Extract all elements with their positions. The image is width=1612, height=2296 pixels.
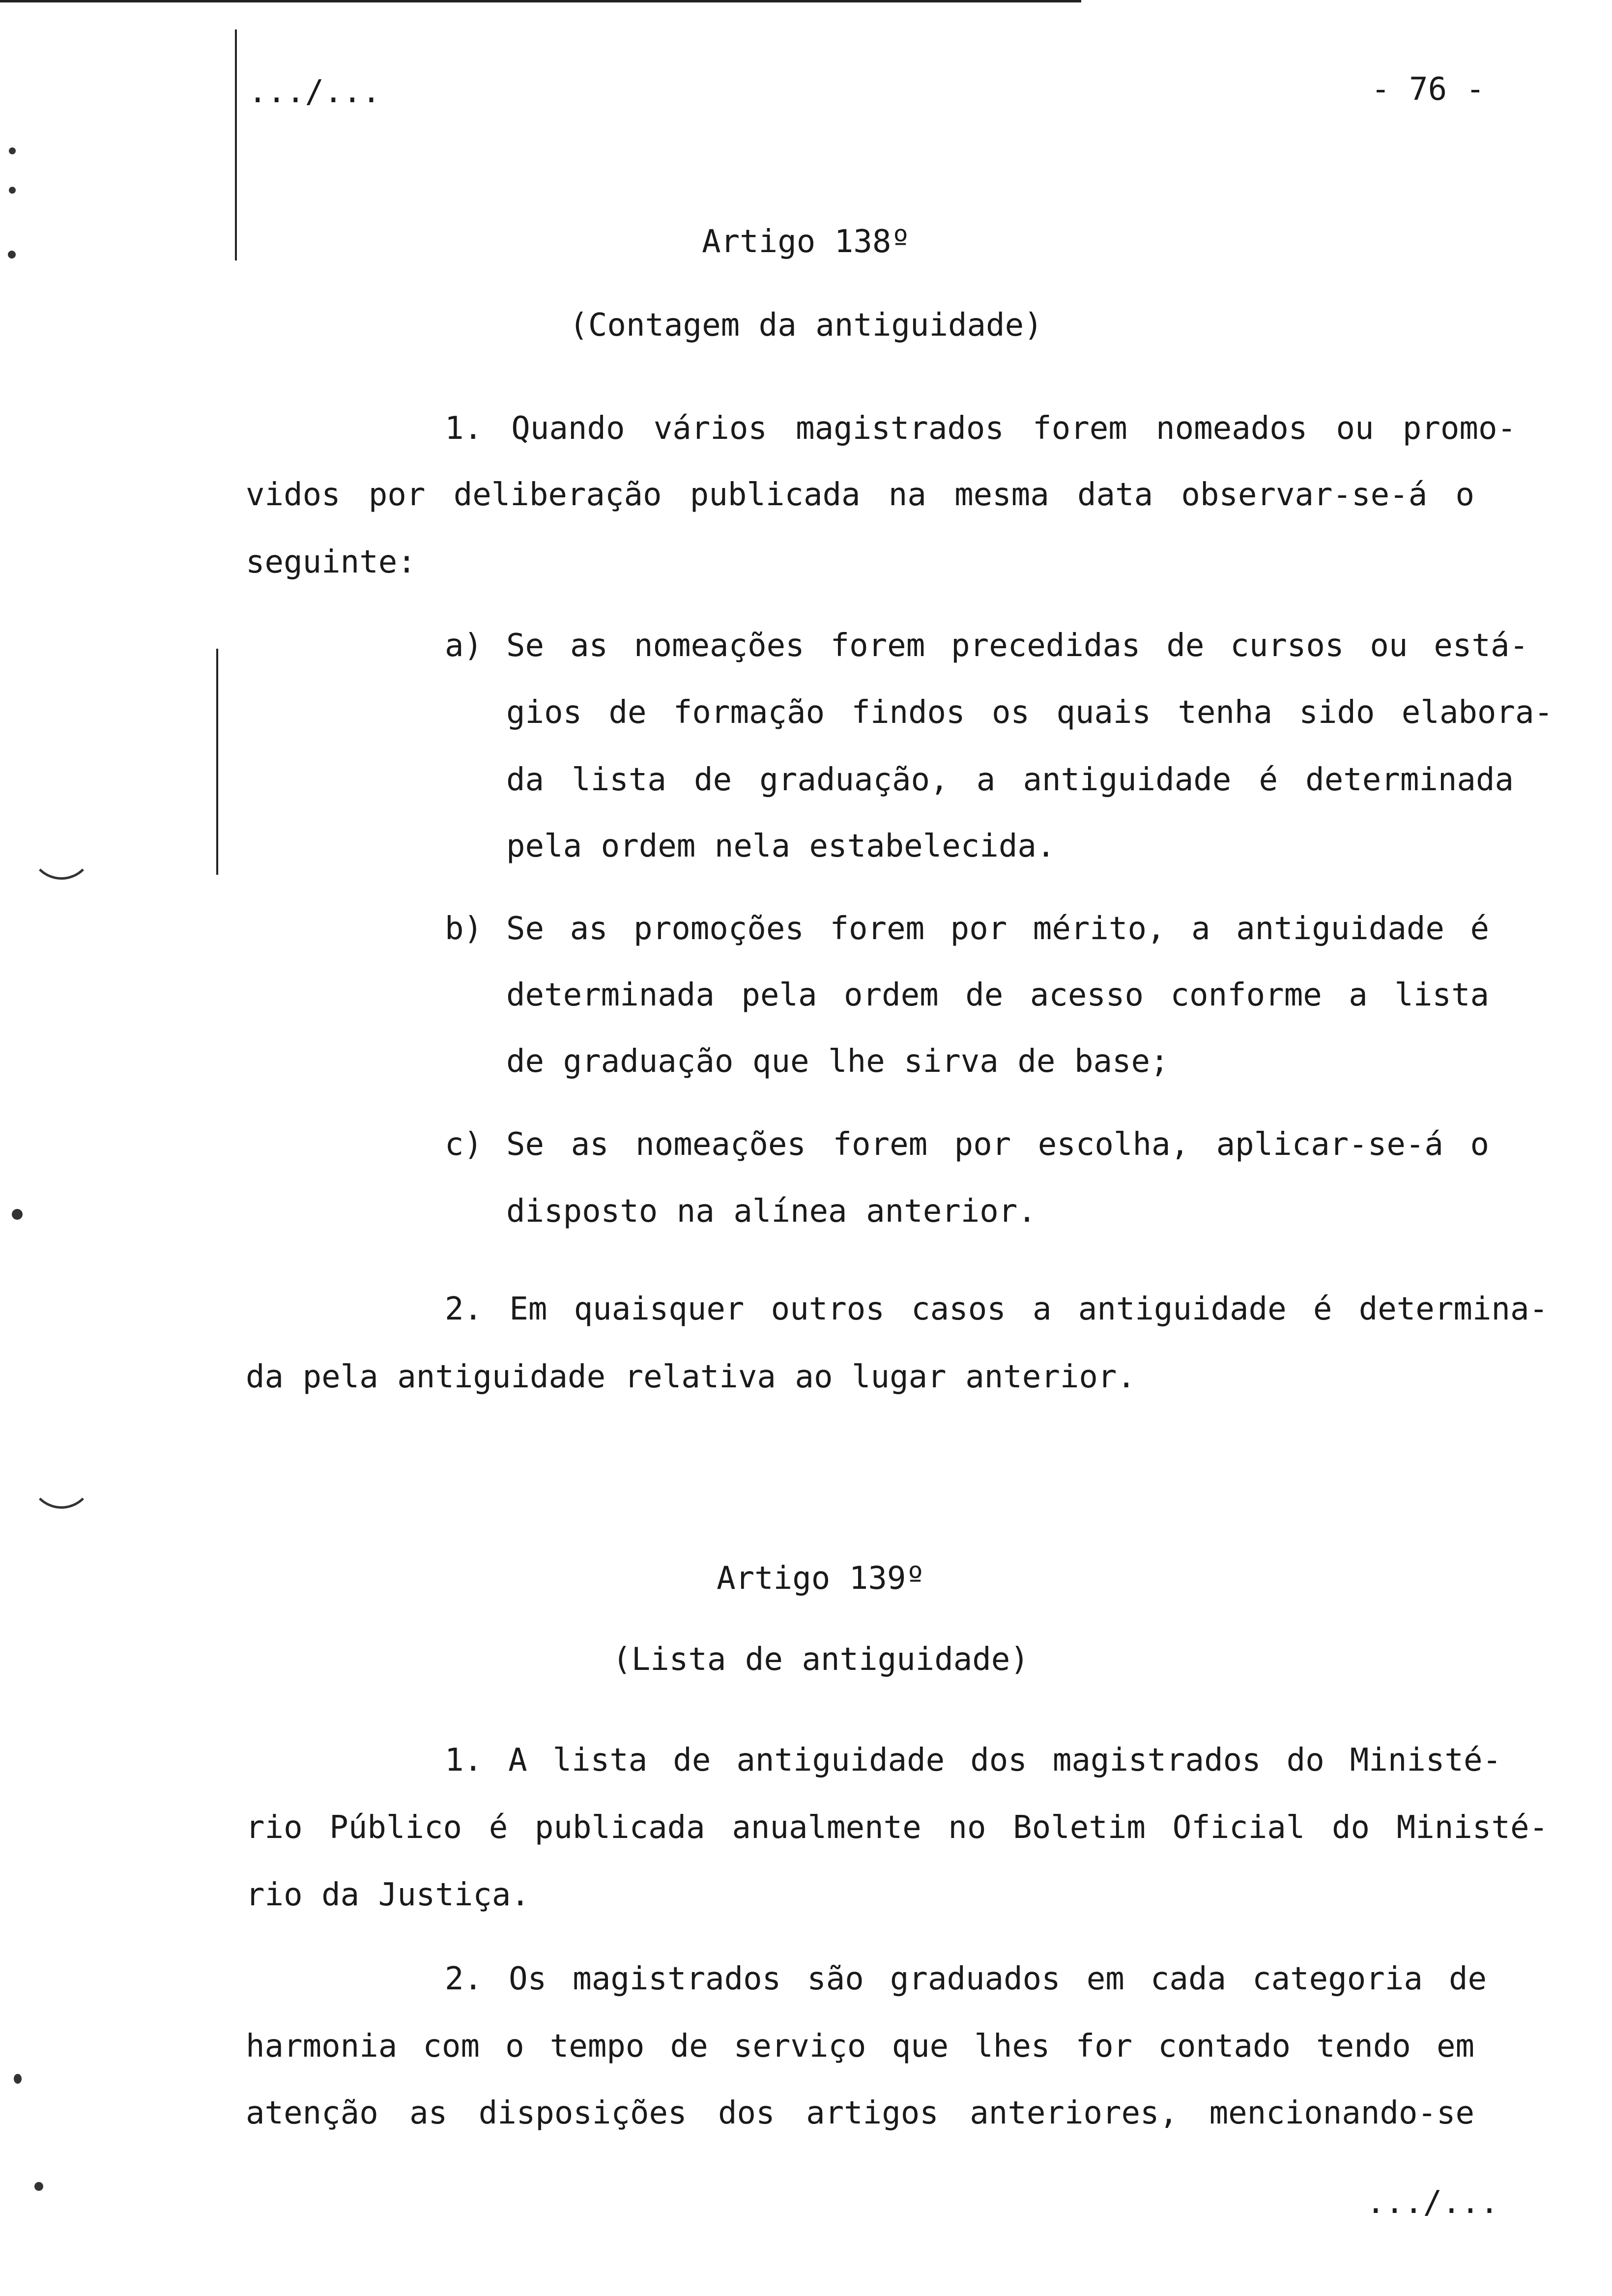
continuation-marker-bottom: .../... xyxy=(1366,2184,1499,2221)
paragraph-line: rio Público é publicada anualmente no Boletim Oficial do Ministé- xyxy=(246,1809,1548,1846)
paragraph-line: harmonia com o tempo de serviço que lhes for contado tendo em xyxy=(246,2028,1474,2065)
article-subtitle: (Lista de antiguidade) xyxy=(612,1641,1029,1678)
scan-speck xyxy=(9,187,16,194)
article-subtitle: (Contagem da antiguidade) xyxy=(569,307,1043,344)
scan-speck xyxy=(9,147,16,154)
item-line: pela ordem nela estabelecida. xyxy=(506,828,1056,864)
paragraph-line: 1. Quando vários magistrados forem nomeados ou promo- xyxy=(445,410,1516,447)
item-line: da lista de graduação, a antiguidade é determinada xyxy=(506,762,1514,798)
item-line: Se as nomeações forem precedidas de cursos ou está- xyxy=(506,628,1528,664)
paragraph-line: da pela antiguidade relativa ao lugar anterior. xyxy=(246,1359,1136,1395)
article-title: Artigo 138º xyxy=(702,224,910,260)
item-label: b) xyxy=(445,911,483,947)
article-title: Artigo 139º xyxy=(717,1560,925,1597)
item-label: c) xyxy=(445,1126,483,1163)
item-label: a) xyxy=(445,628,483,664)
item-line: determinada pela ordem de acesso conforme a lista xyxy=(506,977,1489,1013)
item-line: Se as nomeações forem por escolha, aplicar-se-á o xyxy=(506,1126,1489,1163)
item-line: Se as promoções forem por mérito, a antiguidade é xyxy=(506,911,1489,947)
top-border-line xyxy=(0,0,1081,2)
scan-mark-arc xyxy=(29,816,93,880)
paragraph-line: atenção as disposições dos artigos anteriores, mencionando-se xyxy=(246,2095,1474,2131)
scan-speck xyxy=(12,1209,23,1220)
item-line: disposto na alínea anterior. xyxy=(506,1193,1036,1230)
paragraph-line: seguinte: xyxy=(246,544,416,580)
page-number: - 76 - xyxy=(1371,71,1485,108)
paragraph-line: 2. Os magistrados são graduados em cada categoria de xyxy=(445,1961,1487,1997)
paragraph-line: 1. A lista de antiguidade dos magistrados do Ministé- xyxy=(445,1742,1501,1779)
left-margin-line-lower xyxy=(216,649,218,875)
continuation-marker-top: .../... xyxy=(248,74,381,110)
paragraph-line: vidos por deliberação publicada na mesma data observar-se-á o xyxy=(246,477,1474,513)
scan-speck xyxy=(34,2182,43,2191)
item-line: gios de formação findos os quais tenha sido elabora- xyxy=(506,694,1553,731)
paragraph-line: rio da Justiça. xyxy=(246,1877,530,1913)
item-line: de graduação que lhe sirva de base; xyxy=(506,1043,1169,1080)
scan-mark-arc xyxy=(29,1445,93,1509)
paragraph-line: 2. Em quaisquer outros casos a antiguidade é determina- xyxy=(445,1291,1548,1327)
scan-speck xyxy=(14,2074,22,2084)
